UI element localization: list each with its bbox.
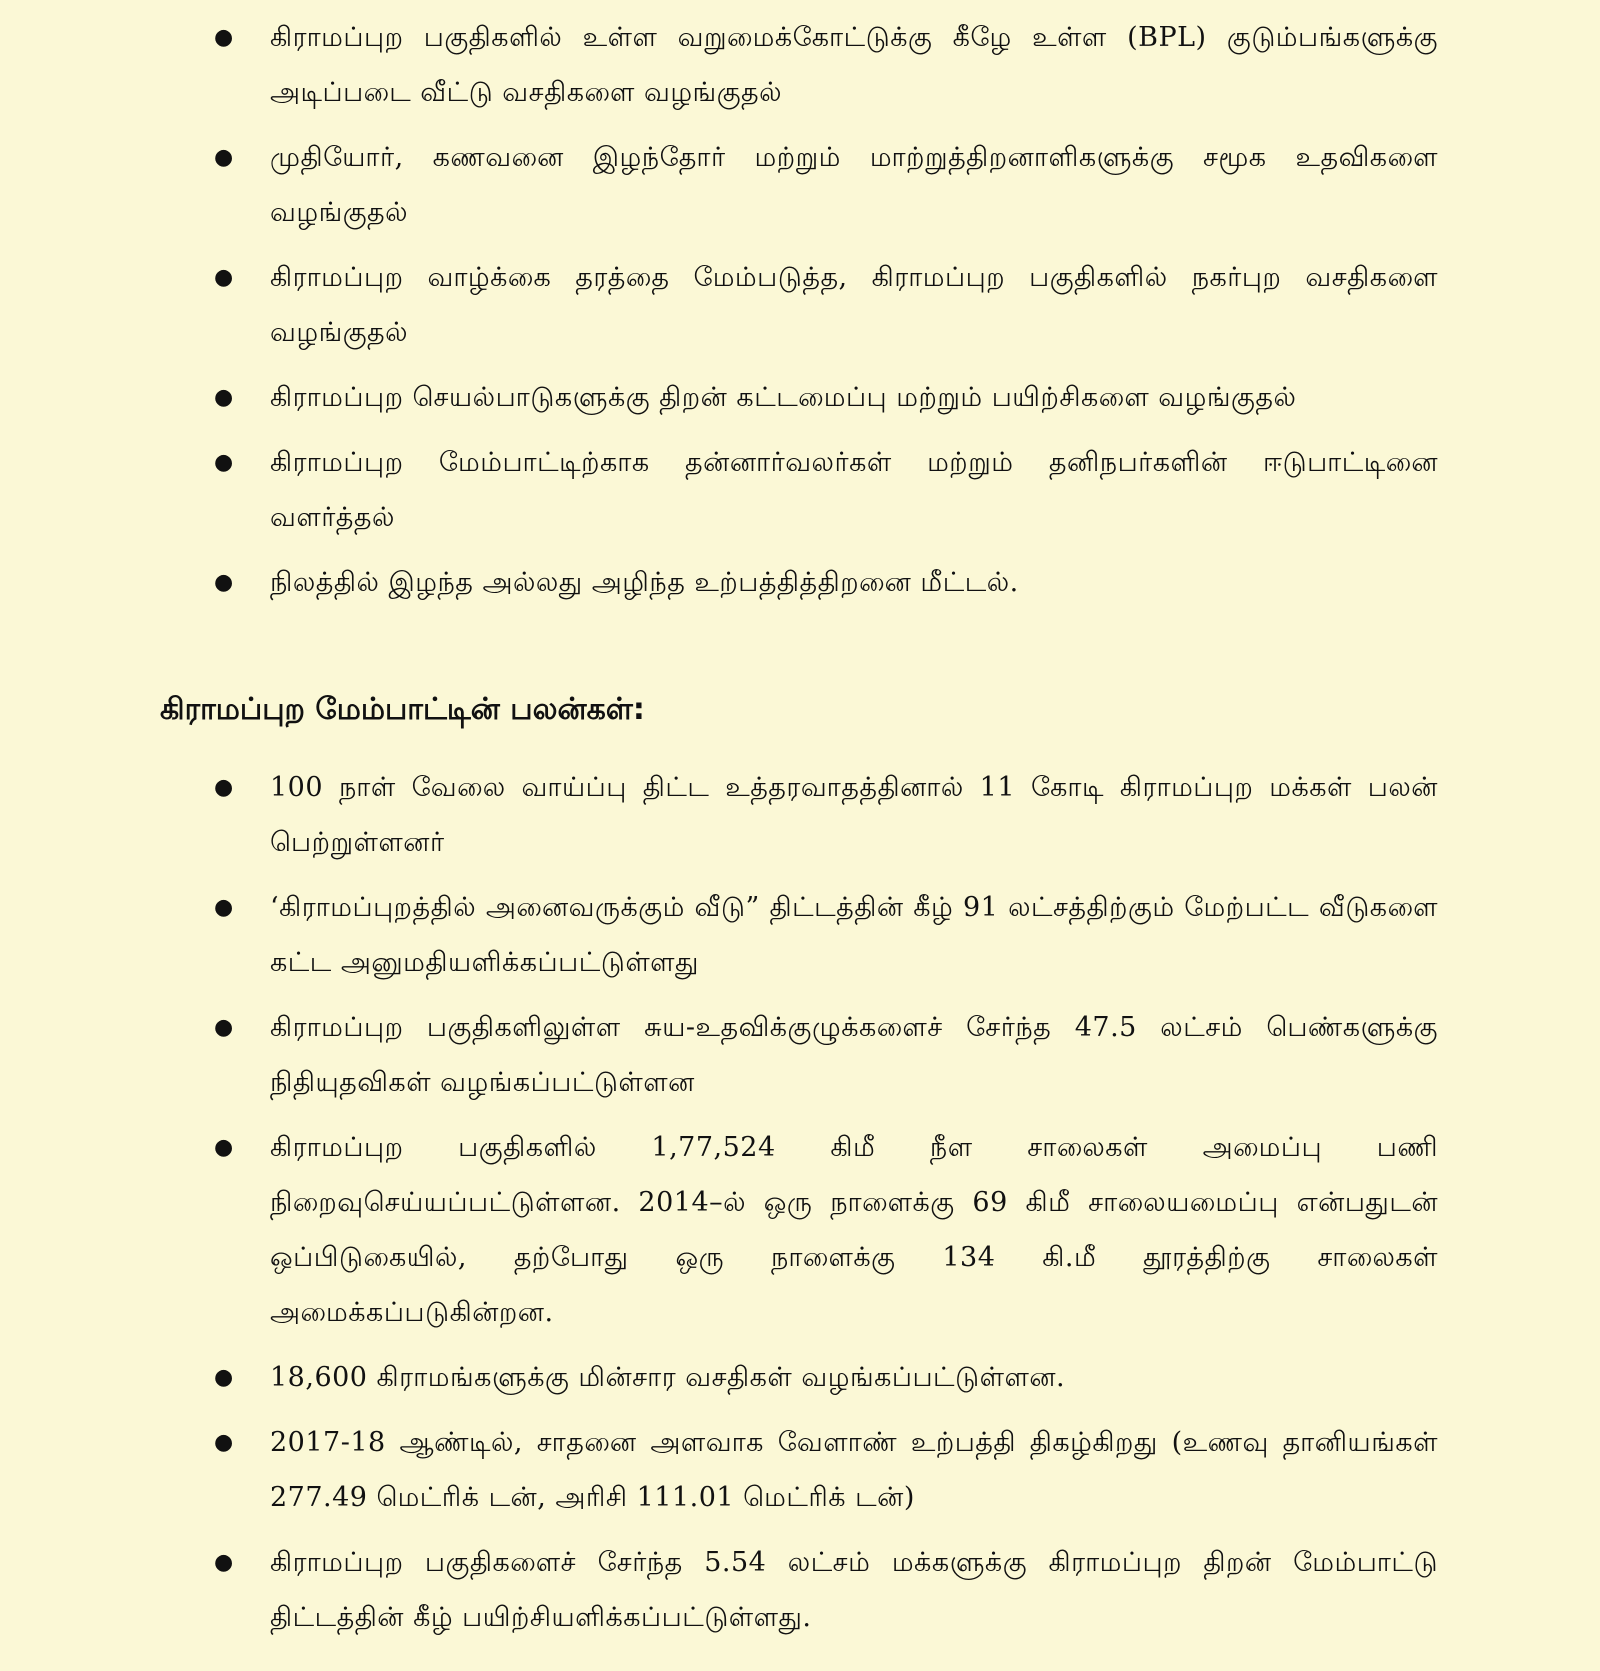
list-item <box>0 555 1438 610</box>
list-item <box>0 10 1438 120</box>
list-item-text: நிலத்தில் இழந்த அல்லது அழிந்த உற்பத்தித்திறனை மீட்டல். <box>270 567 1019 598</box>
list-item <box>0 130 1438 240</box>
list-item-text: கிராமப்புற செயல்பாடுகளுக்கு திறன் கட்டமைப்பு மற்றும் பயிற்சிகளை வழங்குதல் <box>270 382 1297 413</box>
list-item-text: கிராமப்புற பகுதிகளிலுள்ள சுய-உதவிக்குழுக்களைச் சேர்ந்த 47.5 லட்சம் பெண்களுக்கு நிதியுதவிகள் வழங்கப்பட்டுள்ளன <box>270 1012 1438 1098</box>
list-item <box>0 1350 1438 1405</box>
list-item <box>0 435 1438 545</box>
section-heading: கிராமப்புற மேம்பாட்டின் பலன்கள்: <box>160 692 645 727</box>
list-item <box>0 880 1438 990</box>
list-item <box>0 250 1438 360</box>
bullet-icon: ● <box>214 775 234 800</box>
objectives-list <box>0 10 1600 620</box>
list-item-text: முதியோர், கணவனை இழந்தோர் மற்றும் மாற்றுத்திறனாளிகளுக்கு சமூக உதவிகளை வழங்குதல் <box>270 142 1438 228</box>
bullet-icon: ● <box>214 1135 234 1160</box>
list-item <box>0 760 1438 870</box>
list-item <box>0 1120 1438 1340</box>
list-item-text: கிராமப்புற பகுதிகளில் 1,77,524 கிமீ நீள சாலைகள் அமைப்பு பணி நிறைவுசெய்யப்பட்டுள்ளன. 2014–ல் ஒரு நாளைக்கு 69 கிமீ சாலையமைப்பு என்பதுடன் ஒப்பிடுகையில், தற்போது ஒரு நாளைக்கு 134 கி.மீ தூரத்திற்கு சாலைகள் அமைக்கப்படுகின்றன. <box>270 1132 1438 1328</box>
bullet-icon: ● <box>214 1550 234 1575</box>
list-item-text: கிராமப்புற மேம்பாட்டிற்காக தன்னார்வலர்கள் மற்றும் தனிநபர்களின் ஈடுபாட்டினை வளர்த்தல் <box>270 447 1438 533</box>
bullet-icon: ● <box>214 450 234 475</box>
list-item-text: கிராமப்புற வாழ்க்கை தரத்தை மேம்படுத்த, கிராமப்புற பகுதிகளில் நகர்புற வசதிகளை வழங்குதல் <box>270 262 1438 348</box>
benefits-list <box>0 760 1600 1655</box>
bullet-icon: ● <box>214 1015 234 1040</box>
list-item <box>0 1415 1438 1525</box>
list-item-text: 2017-18 ஆண்டில், சாதனை அளவாக வேளாண் உற்பத்தி திகழ்கிறது (உணவு தானியங்கள் 277.49 மெட்ரிக் டன், அரிசி 111.01 மெட்ரிக் டன்) <box>270 1427 1438 1513</box>
list-item <box>0 1000 1438 1110</box>
bullet-icon: ● <box>214 25 234 50</box>
bullet-icon: ● <box>214 570 234 595</box>
list-item-text: 100 நாள் வேலை வாய்ப்பு திட்ட உத்தரவாதத்தினால் 11 கோடி கிராமப்புற மக்கள் பலன் பெற்றுள்ளனர் <box>270 772 1438 858</box>
list-item-text: ‘கிராமப்புறத்தில் அனைவருக்கும் வீடு” திட்டத்தின் கீழ் 91 லட்சத்திற்கும் மேற்பட்ட வீடுகளை கட்ட அனுமதியளிக்கப்பட்டுள்ளது <box>270 892 1438 978</box>
bullet-icon: ● <box>214 265 234 290</box>
bullet-icon: ● <box>214 145 234 170</box>
list-item-text: கிராமப்புற பகுதிகளைச் சேர்ந்த 5.54 லட்சம் மக்களுக்கு கிராமப்புற திறன் மேம்பாட்டு திட்டத்தின் கீழ் பயிற்சியளிக்கப்பட்டுள்ளது. <box>270 1547 1438 1633</box>
list-item <box>0 370 1438 425</box>
bullet-icon: ● <box>214 895 234 920</box>
list-item-text: கிராமப்புற பகுதிகளில் உள்ள வறுமைக்கோட்டுக்கு கீழே உள்ள (BPL) குடும்பங்களுக்கு அடிப்படை வீட்டு வசதிகளை வழங்குதல் <box>270 22 1438 108</box>
bullet-icon: ● <box>214 1365 234 1390</box>
list-item-text: 18,600 கிராமங்களுக்கு மின்சார வசதிகள் வழங்கப்பட்டுள்ளன. <box>270 1362 1066 1393</box>
bullet-icon: ● <box>214 385 234 410</box>
bullet-icon: ● <box>214 1430 234 1455</box>
list-item <box>0 1535 1438 1645</box>
